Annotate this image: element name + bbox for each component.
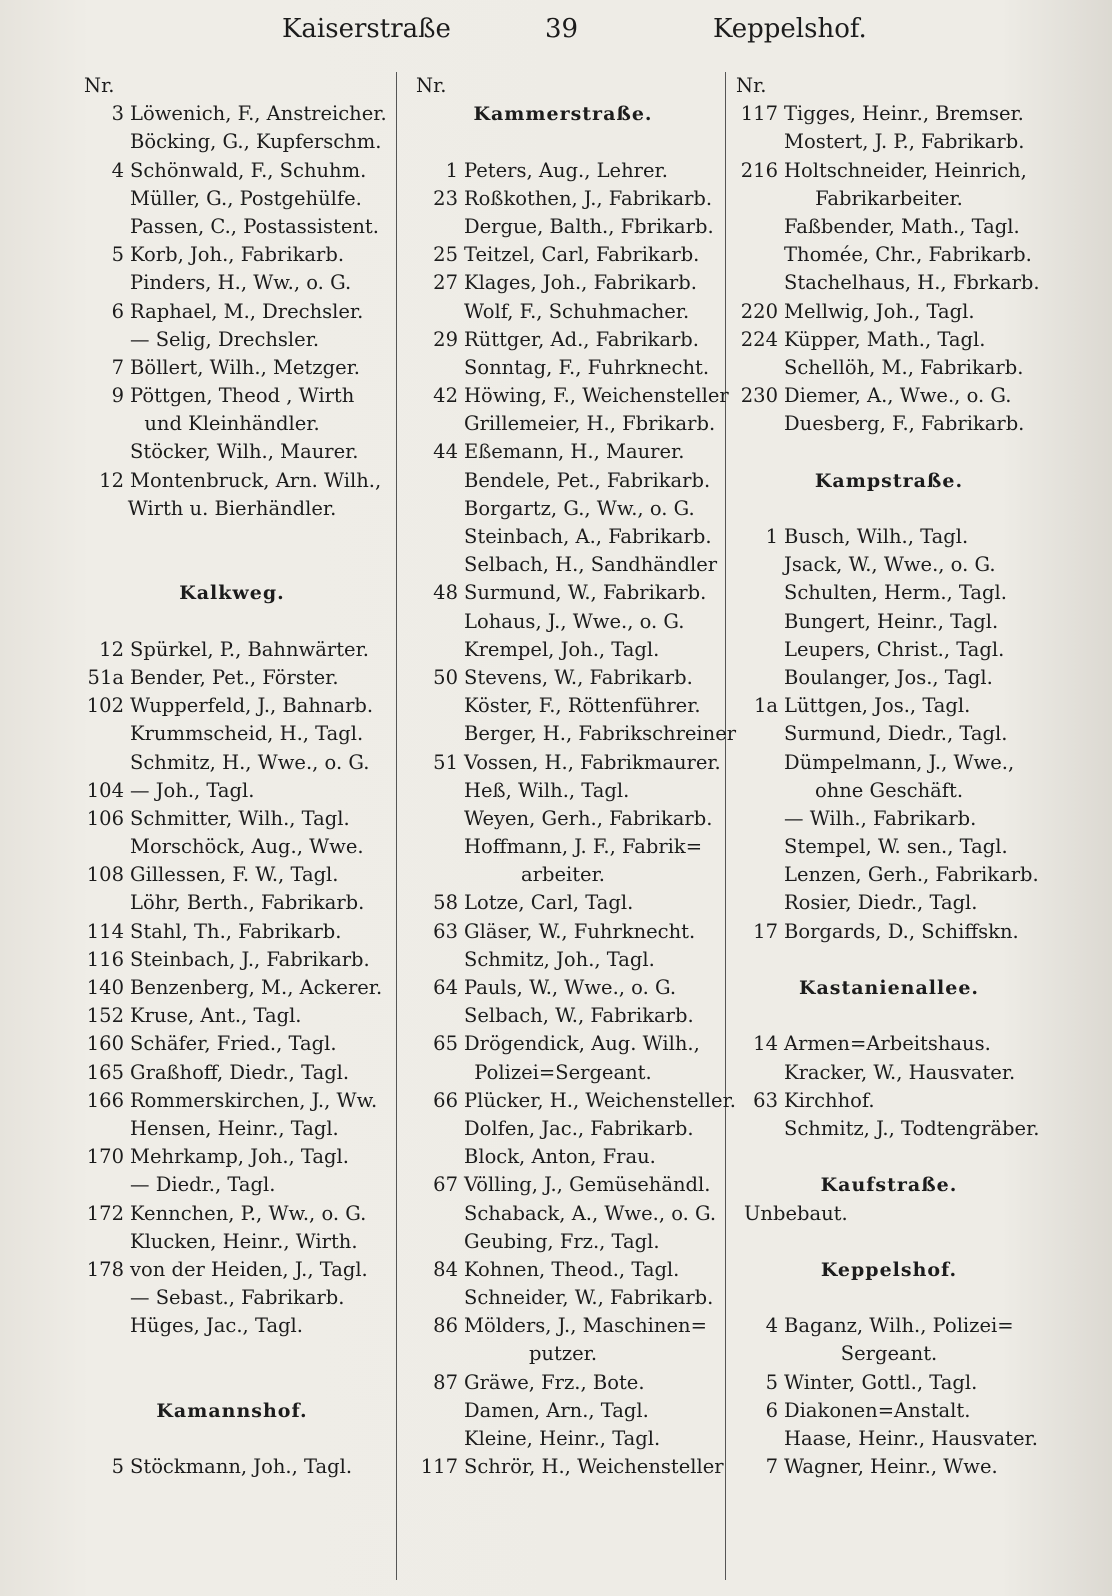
street-heading: Kaufstraße. bbox=[820, 1174, 958, 1197]
street-heading: Kammerstraße. bbox=[473, 103, 653, 126]
house-number: 106 bbox=[86, 806, 124, 830]
page-number: 39 bbox=[545, 14, 579, 44]
blank-line bbox=[724, 1002, 1054, 1030]
house-number: 178 bbox=[86, 1257, 124, 1281]
column-nr-label: Nr. bbox=[416, 74, 447, 97]
resident-entry: Schäfer, Fried., Tagl. bbox=[130, 1032, 337, 1056]
resident-entry: Borgartz, G., Ww., o. G. bbox=[464, 496, 695, 520]
resident-entry: Gräwe, Frz., Bote. bbox=[464, 1370, 645, 1394]
house-number: 7 bbox=[111, 355, 124, 379]
column-1 bbox=[72, 72, 392, 1584]
house-entry bbox=[72, 805, 392, 833]
house-entry bbox=[72, 1087, 392, 1115]
resident-entry: Kruse, Ant., Tagl. bbox=[130, 1004, 302, 1028]
house-number: 170 bbox=[86, 1145, 124, 1169]
house-number: 50 bbox=[433, 665, 458, 689]
house-number: 63 bbox=[433, 919, 458, 943]
resident-entry: Haase, Heinr., Hausvater. bbox=[784, 1427, 1038, 1450]
resident-entry: Rüttger, Ad., Fabrikarb. bbox=[464, 327, 699, 351]
house-number: 3 bbox=[111, 102, 124, 126]
resident-entry: Diakonen=Anstalt. bbox=[784, 1398, 971, 1422]
house-entry bbox=[404, 918, 722, 946]
resident-entry: Krempel, Joh., Tagl. bbox=[464, 637, 660, 661]
house-number: 4 bbox=[765, 1314, 778, 1338]
resident-entry: Roßkothen, J., Fabrikarb. bbox=[464, 186, 713, 210]
blank-line bbox=[72, 1340, 392, 1368]
resident-entry: Hüges, Jac., Tagl. bbox=[130, 1314, 303, 1338]
resident-entry: Geubing, Frz., Tagl. bbox=[464, 1229, 660, 1253]
house-entry bbox=[724, 1397, 1054, 1425]
resident-entry: Pauls, W., Wwe., o. G. bbox=[464, 976, 677, 999]
resident-entry: Steinbach, A., Fabrikarb. bbox=[464, 525, 712, 548]
house-number: 17 bbox=[753, 919, 778, 943]
house-entry bbox=[724, 326, 1054, 354]
house-entry bbox=[724, 692, 1054, 720]
resident-entry: Schulten, Herm., Tagl. bbox=[784, 581, 1007, 605]
house-entry bbox=[404, 438, 722, 466]
house-entry bbox=[724, 1030, 1054, 1058]
house-entry bbox=[404, 382, 729, 410]
resident-entry: Selbach, H., Sandhändler bbox=[464, 553, 718, 577]
page-header bbox=[0, 8, 1112, 48]
blank-line bbox=[724, 438, 1054, 466]
resident-entry: Schrör, H., Weichensteller bbox=[464, 1455, 724, 1479]
resident-entry: Mehrkamp, Joh., Tagl. bbox=[130, 1145, 349, 1169]
house-number: 165 bbox=[86, 1060, 124, 1084]
resident-entry: Duesberg, F., Fabrikarb. bbox=[784, 412, 1025, 436]
resident-entry: Schellöh, M., Fabrikarb. bbox=[784, 355, 1024, 379]
house-number: 5 bbox=[111, 243, 124, 267]
house-number: 166 bbox=[86, 1088, 124, 1112]
resident-entry: Pöttgen, Theod , Wirth bbox=[130, 384, 355, 408]
resident-entry: Böcking, G., Kupferschm. bbox=[130, 130, 382, 154]
resident-entry: Winter, Gottl., Tagl. bbox=[784, 1370, 978, 1394]
house-entry bbox=[724, 100, 1054, 128]
header-right-street: Keppelshof. bbox=[713, 14, 867, 44]
resident-entry: Vossen, H., Fabrikmaurer. bbox=[464, 750, 721, 774]
column-nr-label: Nr. bbox=[736, 74, 767, 97]
resident-entry: Müller, G., Postgehülfe. bbox=[130, 186, 362, 210]
house-number: 51 bbox=[433, 750, 458, 774]
house-entry bbox=[404, 1171, 722, 1199]
resident-entry: Boulanger, Jos., Tagl. bbox=[784, 665, 993, 689]
house-entry bbox=[404, 185, 722, 213]
house-number: 25 bbox=[433, 243, 458, 267]
resident-entry: Kennchen, P., Ww., o. G. bbox=[130, 1201, 367, 1225]
resident-entry: Faßbender, Math., Tagl. bbox=[784, 214, 1020, 238]
resident-entry: Jsack, W., Wwe., o. G. bbox=[784, 553, 996, 577]
resident-entry: Schneider, W., Fabrikarb. bbox=[464, 1286, 714, 1310]
resident-entry: Schmitz, Joh., Tagl. bbox=[464, 947, 655, 971]
house-number: 117 bbox=[740, 102, 778, 126]
resident-entry: Armen=Arbeitshaus. bbox=[784, 1032, 991, 1056]
resident-entry: Busch, Wilh., Tagl. bbox=[784, 525, 969, 548]
resident-entry: Montenbruck, Arn. Wilh., bbox=[130, 468, 382, 492]
entry-continuation: putzer. bbox=[528, 1342, 598, 1366]
resident-entry: Hensen, Heinr., Tagl. bbox=[130, 1116, 339, 1140]
column-2 bbox=[404, 72, 737, 1584]
house-number: 114 bbox=[86, 919, 124, 943]
house-number: 51a bbox=[87, 665, 124, 689]
entry-continuation: und Kleinhändler. bbox=[144, 412, 320, 436]
resident-entry: Bendele, Pet., Fabrikarb. bbox=[464, 468, 711, 492]
house-number: 87 bbox=[433, 1370, 458, 1394]
house-entry bbox=[404, 749, 722, 777]
resident-entry: Leupers, Christ., Tagl. bbox=[784, 637, 1005, 661]
blank-line bbox=[72, 1425, 392, 1453]
house-number: 1a bbox=[753, 694, 778, 718]
house-number: 12 bbox=[99, 637, 124, 661]
house-number: 5 bbox=[111, 1455, 124, 1479]
resident-entry: Kracker, W., Hausvater. bbox=[784, 1060, 1016, 1084]
house-number: 224 bbox=[740, 327, 778, 351]
house-number: 63 bbox=[753, 1088, 778, 1112]
house-number: 172 bbox=[86, 1201, 124, 1225]
resident-entry: Pinders, H., Ww., o. G. bbox=[130, 271, 352, 295]
house-number: 44 bbox=[433, 440, 458, 464]
resident-entry: Bender, Pet., Förster. bbox=[130, 665, 339, 689]
resident-entry: Holtschneider, Heinrich, bbox=[784, 158, 1027, 182]
house-entry bbox=[404, 1030, 722, 1058]
house-number: 152 bbox=[86, 1004, 124, 1028]
house-entry bbox=[72, 298, 392, 326]
house-entry bbox=[72, 1453, 392, 1481]
resident-entry: Diemer, A., Wwe., o. G. bbox=[784, 384, 1012, 408]
street-heading: Keppelshof. bbox=[820, 1258, 958, 1281]
house-number: 116 bbox=[86, 947, 124, 971]
street-heading: Kampstraße. bbox=[814, 469, 964, 492]
entry-continuation: Fabrikarbeiter. bbox=[815, 186, 963, 210]
resident-entry: Höwing, F., Weichensteller bbox=[464, 384, 729, 408]
resident-entry: — Wilh., Fabrikarb. bbox=[784, 806, 977, 830]
resident-entry: Weyen, Gerh., Fabrikarb. bbox=[464, 806, 713, 830]
resident-entry: — Joh., Tagl. bbox=[130, 778, 255, 802]
resident-entry: Schmitz, J., Todtengräber. bbox=[784, 1116, 1040, 1140]
house-entry bbox=[72, 861, 392, 889]
resident-entry: Dergue, Balth., Fbrikarb. bbox=[464, 214, 714, 238]
house-entry bbox=[72, 1200, 392, 1228]
resident-entry: Raphael, M., Drechsler. bbox=[130, 299, 364, 323]
resident-entry: Kirchhof. bbox=[784, 1088, 875, 1112]
resident-entry: Böllert, Wilh., Metzger. bbox=[130, 355, 360, 379]
house-entry bbox=[724, 1369, 1054, 1397]
resident-entry: Stevens, W., Fabrikarb. bbox=[464, 665, 693, 689]
resident-entry: Wupperfeld, J., Bahnarb. bbox=[130, 694, 374, 718]
house-number: 67 bbox=[433, 1173, 458, 1197]
house-number: 4 bbox=[111, 158, 124, 182]
column-nr-label: Nr. bbox=[84, 74, 115, 97]
house-number: 58 bbox=[433, 891, 458, 915]
house-entry bbox=[72, 1059, 392, 1087]
resident-entry: Plücker, H., Weichensteller. bbox=[464, 1088, 736, 1112]
resident-entry: Korb, Joh., Fabrikarb. bbox=[130, 243, 345, 267]
resident-entry: von der Heiden, J., Tagl. bbox=[130, 1257, 368, 1281]
house-entry bbox=[72, 1002, 392, 1030]
blank-line bbox=[404, 128, 722, 156]
resident-entry: Küpper, Math., Tagl. bbox=[784, 327, 986, 351]
house-entry bbox=[72, 777, 392, 805]
resident-entry: Heß, Wilh., Tagl. bbox=[464, 778, 630, 802]
resident-entry: Dümpelmann, J., Wwe., bbox=[784, 750, 1015, 774]
resident-entry: Morschöck, Aug., Wwe. bbox=[130, 835, 364, 859]
street-heading: Kamannshof. bbox=[156, 1399, 308, 1422]
house-number: 65 bbox=[433, 1032, 458, 1056]
house-number: 220 bbox=[740, 299, 778, 323]
resident-entry: Gillessen, F. W., Tagl. bbox=[130, 863, 339, 887]
house-entry bbox=[724, 918, 1054, 946]
blank-line bbox=[724, 1143, 1054, 1171]
house-entry bbox=[72, 946, 392, 974]
house-entry bbox=[724, 523, 1054, 551]
resident-entry: Löhr, Berth., Fabrikarb. bbox=[130, 891, 365, 915]
resident-entry: Damen, Arn., Tagl. bbox=[464, 1398, 649, 1422]
house-number: 66 bbox=[433, 1088, 458, 1112]
resident-entry: Bungert, Heinr., Tagl. bbox=[784, 609, 999, 633]
house-number: 108 bbox=[86, 863, 124, 887]
resident-entry: Hoffmann, J. F., Fabrik= bbox=[464, 835, 703, 859]
house-entry bbox=[404, 1369, 722, 1397]
resident-entry: Lotze, Carl, Tagl. bbox=[464, 891, 634, 915]
house-number: 5 bbox=[765, 1370, 778, 1394]
resident-entry: — Selig, Drechsler. bbox=[130, 327, 320, 351]
resident-entry: Block, Anton, Frau. bbox=[464, 1145, 656, 1169]
house-number: 104 bbox=[86, 778, 124, 802]
house-entry bbox=[72, 636, 392, 664]
resident-entry: Graßhoff, Diedr., Tagl. bbox=[130, 1060, 350, 1084]
resident-entry: Benzenberg, M., Ackerer. bbox=[130, 976, 383, 999]
house-number: 29 bbox=[433, 327, 458, 351]
house-entry bbox=[404, 974, 722, 1002]
house-number: 6 bbox=[111, 299, 124, 323]
resident-entry: Surmund, W., Fabrikarb. bbox=[464, 581, 707, 605]
house-entry bbox=[404, 1087, 736, 1115]
house-entry bbox=[72, 692, 392, 720]
resident-entry: Stöcker, Wilh., Maurer. bbox=[130, 440, 359, 464]
house-entry bbox=[404, 664, 722, 692]
resident-entry: Rosier, Diedr., Tagl. bbox=[784, 891, 978, 915]
house-entry bbox=[404, 1256, 722, 1284]
house-number: 7 bbox=[765, 1455, 778, 1479]
entry-continuation: Sergeant. bbox=[840, 1342, 938, 1366]
house-number: 86 bbox=[433, 1314, 458, 1338]
house-entry bbox=[404, 157, 722, 185]
house-entry bbox=[72, 241, 392, 269]
resident-entry: — Sebast., Fabrikarb. bbox=[130, 1286, 345, 1310]
house-entry bbox=[404, 579, 722, 607]
house-entry bbox=[404, 1312, 722, 1340]
resident-entry: Stahl, Th., Fabrikarb. bbox=[130, 919, 342, 943]
house-number: 1 bbox=[765, 525, 778, 548]
house-entry bbox=[72, 1256, 392, 1284]
house-number: 27 bbox=[433, 271, 458, 295]
entry-continuation: Polizei=Sergeant. bbox=[474, 1060, 652, 1084]
house-entry bbox=[72, 1143, 392, 1171]
resident-entry: Völling, J., Gemüsehändl. bbox=[464, 1173, 711, 1197]
house-entry bbox=[72, 664, 392, 692]
resident-entry: Eßemann, H., Maurer. bbox=[464, 440, 685, 464]
resident-entry: Surmund, Diedr., Tagl. bbox=[784, 722, 1008, 746]
house-number: 9 bbox=[111, 384, 124, 408]
house-number: 230 bbox=[740, 384, 778, 408]
house-entry bbox=[724, 1312, 1054, 1340]
house-entry bbox=[724, 298, 1054, 326]
resident-entry: Rommerskirchen, J., Ww. bbox=[130, 1088, 378, 1112]
street-note: Unbebaut. bbox=[744, 1201, 848, 1225]
resident-entry: Löwenich, F., Anstreicher. bbox=[130, 102, 387, 126]
house-number: 216 bbox=[740, 158, 778, 182]
resident-entry: Kleine, Heinr., Tagl. bbox=[464, 1427, 661, 1450]
resident-entry: Mölders, J., Maschinen= bbox=[464, 1314, 707, 1338]
house-number: 48 bbox=[433, 581, 458, 605]
house-entry bbox=[72, 382, 392, 410]
resident-entry: Baganz, Wilh., Polizei= bbox=[784, 1314, 1014, 1338]
blank-line bbox=[72, 523, 392, 551]
resident-entry: Teitzel, Carl, Fabrikarb. bbox=[464, 243, 700, 267]
resident-entry: Selbach, W., Fabrikarb. bbox=[464, 1004, 694, 1028]
resident-entry: Sonntag, F., Fuhrknecht. bbox=[464, 355, 710, 379]
resident-entry: Schaback, A., Wwe., o. G. bbox=[464, 1201, 717, 1225]
house-entry bbox=[72, 467, 392, 495]
resident-entry: Steinbach, J., Fabrikarb. bbox=[130, 947, 370, 971]
house-entry bbox=[724, 1087, 1054, 1115]
house-number: 6 bbox=[765, 1398, 778, 1422]
resident-entry: Schönwald, F., Schuhm. bbox=[130, 158, 367, 182]
house-number: 12 bbox=[99, 468, 124, 492]
resident-entry: Schmitz, H., Wwe., o. G. bbox=[130, 750, 370, 774]
resident-entry: Borgards, D., Schiffskn. bbox=[784, 919, 1019, 943]
house-entry bbox=[404, 241, 722, 269]
resident-entry: Drögendick, Aug. Wilh., bbox=[464, 1032, 700, 1056]
blank-line bbox=[724, 1284, 1054, 1312]
blank-line bbox=[724, 1228, 1054, 1256]
resident-entry: Passen, C., Postassistent. bbox=[130, 214, 379, 238]
street-heading: Kalkweg. bbox=[179, 582, 285, 605]
resident-entry: Thomée, Chr., Fabrikarb. bbox=[784, 243, 1032, 267]
resident-entry: Grillemeier, H., Fbrikarb. bbox=[464, 412, 716, 436]
blank-line bbox=[72, 1369, 392, 1397]
resident-entry: Stöckmann, Joh., Tagl. bbox=[130, 1455, 353, 1479]
entry-continuation: ohne Geschäft. bbox=[814, 778, 964, 802]
house-number: 64 bbox=[433, 976, 458, 999]
resident-entry: Köster, F., Röttenführer. bbox=[464, 694, 701, 718]
house-entry bbox=[404, 269, 722, 297]
blank-line bbox=[724, 946, 1054, 974]
house-number: 1 bbox=[445, 158, 458, 182]
house-number: 23 bbox=[433, 186, 458, 210]
house-entry bbox=[72, 100, 392, 128]
house-entry bbox=[724, 1453, 1054, 1481]
resident-entry: Wolf, F., Schuhmacher. bbox=[464, 299, 690, 323]
house-entry bbox=[72, 354, 392, 382]
house-number: 14 bbox=[753, 1032, 778, 1056]
blank-line bbox=[72, 551, 392, 579]
resident-entry: Krummscheid, H., Tagl. bbox=[130, 722, 364, 746]
resident-entry: Tigges, Heinr., Bremser. bbox=[784, 102, 1024, 126]
resident-entry: Mostert, J. P., Fabrikarb. bbox=[784, 130, 1025, 154]
resident-entry: Lenzen, Gerh., Fabrikarb. bbox=[784, 863, 1039, 887]
house-entry bbox=[404, 1453, 722, 1481]
house-number: 102 bbox=[86, 694, 124, 718]
resident-entry: Stachelhaus, H., Fbrkarb. bbox=[784, 271, 1040, 295]
house-number: 117 bbox=[420, 1455, 458, 1479]
house-number: 160 bbox=[86, 1032, 124, 1056]
house-entry bbox=[404, 889, 722, 917]
column-3 bbox=[724, 72, 1054, 1584]
resident-entry: Klucken, Heinr., Wirth. bbox=[130, 1229, 358, 1253]
house-entry bbox=[404, 326, 722, 354]
resident-entry: Stempel, W. sen., Tagl. bbox=[784, 835, 1008, 859]
house-entry bbox=[72, 918, 392, 946]
resident-entry: Spürkel, P., Bahnwärter. bbox=[130, 637, 369, 661]
resident-entry: Lüttgen, Jos., Tagl. bbox=[784, 694, 971, 718]
resident-entry: Gläser, W., Fuhrknecht. bbox=[464, 919, 696, 943]
house-entry bbox=[72, 157, 392, 185]
blank-line bbox=[724, 495, 1054, 523]
blank-line bbox=[72, 608, 392, 636]
house-entry bbox=[724, 157, 1054, 185]
header-left-street: Kaiserstraße bbox=[282, 14, 451, 44]
resident-entry: — Diedr., Tagl. bbox=[130, 1173, 276, 1197]
entry-continuation: Wirth u. Bierhändler. bbox=[127, 496, 337, 520]
resident-entry: Wagner, Heinr., Wwe. bbox=[784, 1455, 998, 1479]
house-number: 140 bbox=[86, 976, 124, 999]
house-number: 42 bbox=[433, 384, 458, 408]
house-entry bbox=[72, 1030, 392, 1058]
house-entry bbox=[72, 974, 392, 1002]
house-number: 84 bbox=[433, 1257, 458, 1281]
resident-entry: Peters, Aug., Lehrer. bbox=[464, 158, 668, 182]
resident-entry: Klages, Joh., Fabrikarb. bbox=[464, 271, 697, 295]
resident-entry: Lohaus, J., Wwe., o. G. bbox=[464, 609, 685, 633]
resident-entry: Dolfen, Jac., Fabrikarb. bbox=[464, 1116, 694, 1140]
resident-entry: Kohnen, Theod., Tagl. bbox=[464, 1257, 680, 1281]
column-divider bbox=[396, 72, 397, 1580]
house-entry bbox=[724, 382, 1054, 410]
resident-entry: Berger, H., Fabrikschreiner bbox=[464, 722, 737, 746]
resident-entry: Schmitter, Wilh., Tagl. bbox=[130, 806, 350, 830]
resident-entry: Mellwig, Joh., Tagl. bbox=[784, 299, 975, 323]
street-heading: Kastanienallee. bbox=[798, 977, 980, 999]
entry-continuation: arbeiter. bbox=[521, 863, 605, 887]
